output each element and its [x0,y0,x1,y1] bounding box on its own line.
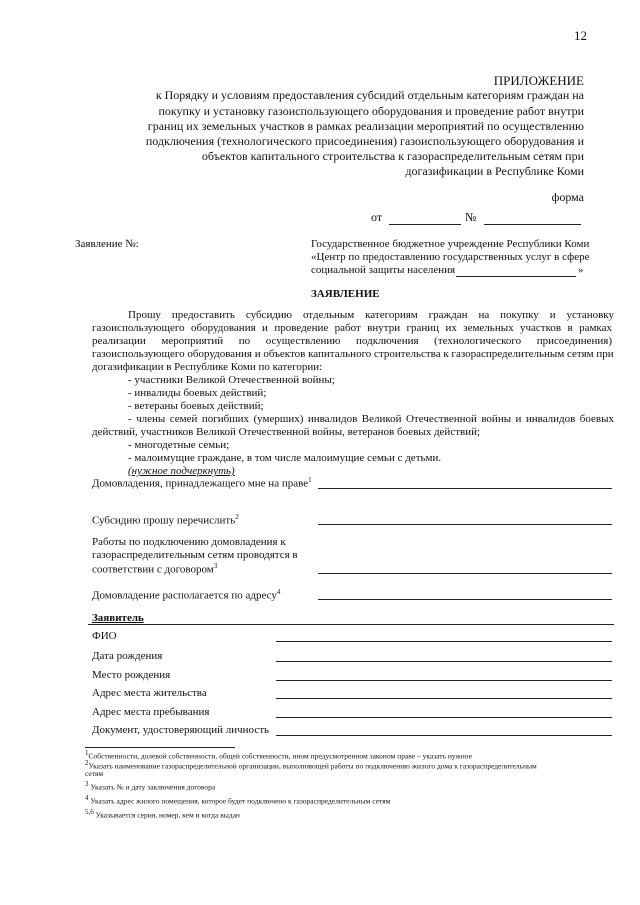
category-item: - многодетные семьи; [128,439,230,451]
transfer-field[interactable] [318,524,612,525]
footnote: $^4$ Указать адрес жилого помещения, которое будет подключено к газораспределительным сетям [85,794,391,806]
works-label: газораспределительным сетям проводятся в [92,549,298,561]
applicant-stay-label: Адрес места пребывания [92,706,210,718]
category-item: - участники Великой Отечественной войны; [128,374,335,386]
footnote: $^{5,6}$ Указывается серия, номер, кем и когда выдан [85,808,240,820]
category-item: - инвалиды боевых действий; [128,387,267,399]
works-label: соответствии с договором$^3$ [92,562,218,576]
category-item-cont: действий, участников Великой Отечественной войны, ветеранов боевых действий; [92,426,481,438]
appendix-line: границ их земельных участков в рамках реализации мероприятий по осуществлению [147,119,584,133]
applicant-residence-label: Адрес места жительства [92,687,207,699]
applicant-fio-label: ФИО [92,630,117,642]
recipient-line: «Центр по предоставлению государственных услуг в сфере [311,251,590,263]
footnote: $^1$Собственности, долевой собственности, общей собственности, ином предусмотренном законом праве – указать нужное [85,749,472,761]
number-label: № [465,210,477,224]
date-blank[interactable] [389,224,461,225]
ownership-field[interactable] [318,488,612,489]
contract-field[interactable] [318,573,612,574]
number-blank[interactable] [484,224,581,225]
application-number-label: Заявление №: [75,238,139,250]
transfer-label: Субсидию прошу перечислить$^2$ [92,513,239,527]
footnote-cont: сетям [85,769,104,778]
recipient-close-quote: » [578,264,584,276]
applicant-divider [88,624,614,625]
recipient-line: Государственное бюджетное учреждение Республики Коми [311,238,590,250]
address-label: Домовладение располагается по адресу$^4$ [92,588,281,602]
category-item: - члены семей погибших (умерших) инвалидов Великой Отечественной войны и инвалидов боевых [128,413,614,425]
footnote-separator [85,747,235,748]
document-heading: ЗАЯВЛЕНИЕ [311,288,380,300]
date-from-label: от [371,210,383,224]
page-number: 12 [574,28,587,43]
applicant-residence-field[interactable] [276,698,612,699]
applicant-birthplace-label: Место рождения [92,669,171,681]
applicant-stay-field[interactable] [276,717,612,718]
ownership-label: Домовладения, принадлежащего мне на праве$^1$ [92,476,312,490]
applicant-birthdate-field[interactable] [276,661,612,662]
recipient-blank[interactable] [456,276,576,277]
category-item: - малоимущие граждане, в том числе малоимущие семьи с детьми. [128,452,442,464]
recipient-line: социальной защиты населения [311,264,456,276]
appendix-line: к Порядку и условиям предоставления субсидий отдельным категориям граждан на [155,88,584,102]
applicant-birthplace-field[interactable] [276,680,612,681]
appendix-line: объектов капитального строительства к газораспределительным сетям при [201,149,584,163]
category-item: - ветераны боевых действий; [128,400,264,412]
appendix-line: подключения (технологического присоединения) газоиспользующего оборудования и [145,134,584,148]
address-field[interactable] [318,599,612,600]
works-label: Работы по подключению домовладения к [92,536,286,548]
appendix-line: догазификации в Республике Коми [405,164,584,178]
appendix-title: ПРИЛОЖЕНИЕ [493,73,584,88]
applicant-fio-field[interactable] [276,641,612,642]
footnote: $^3$ Указать № и дату заключения договора [85,780,216,792]
body-line: догазификации в Республике Коми по категории: [92,361,323,373]
footnote: $^2$Указать наименование газораспределительной организации, выполняющей работы по подключению жилого дома к газораспределительным [85,759,537,771]
applicant-id-document-label: Документ, удостоверяющий личность [92,724,270,736]
body-line: газоиспользующего оборудования и объектов капитального строительства к газораспределительным сетям при [92,348,614,360]
underline-note: (нужное подчеркнуть) [128,465,235,477]
appendix-line: покупку и установку газоиспользующего оборудования и проведение работ внутри [158,104,584,118]
form-label: форма [551,190,584,204]
body-line: реализации мероприятий по осуществлению подключения (технологического присоединения) [92,335,612,347]
body-line: газоиспользующего оборудования и проведение работ внутри границ их земельных участков в рамках [92,322,612,334]
applicant-birthdate-label: Дата рождения [92,650,163,662]
body-line: Прошу предоставить субсидию отдельным категориям граждан на покупку и установку [128,309,614,321]
applicant-heading: Заявитель [92,612,144,624]
applicant-id-document-field[interactable] [276,735,612,736]
